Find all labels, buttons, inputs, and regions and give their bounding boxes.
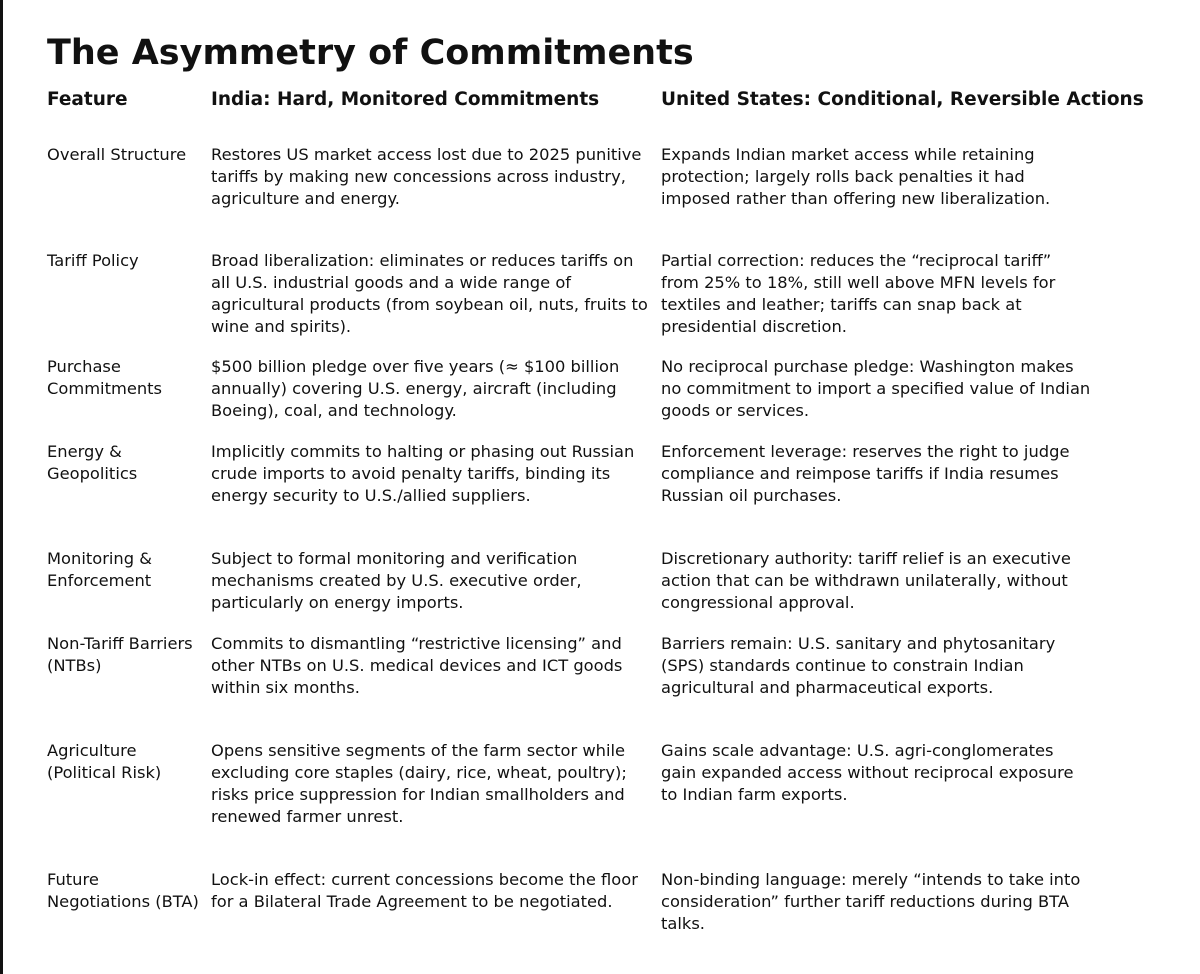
feature-cell: Monitoring & Enforcement bbox=[47, 549, 152, 590]
feature-cell: Energy & Geopolitics bbox=[47, 442, 138, 483]
column-header-us: United States: Conditional, Reversible Actions bbox=[661, 89, 1144, 110]
table-header-row bbox=[47, 88, 1197, 144]
india-cell: Implicitly commits to halting or phasing out Russian crude imports to avoid penalty tariffs, binding its energy security to U.S./allied suppliers. bbox=[211, 442, 635, 505]
us-cell: Expands Indian market access while retaining protection; largely rolls back penalties it had imposed rather than offering new liberalization. bbox=[661, 145, 1051, 208]
column-header-india: India: Hard, Monitored Commitments bbox=[211, 89, 600, 110]
table-row-non-tariff-barriers bbox=[47, 633, 1197, 740]
india-cell: $500 billion pledge over five years (≈ $100 billion annually) covering U.S. energy, aircraft (including Boeing), coal, and technology. bbox=[211, 357, 620, 420]
table-row-monitoring-enforcement bbox=[47, 548, 1197, 633]
feature-cell: Future Negotiations (BTA) bbox=[47, 870, 199, 911]
feature-cell: Overall Structure bbox=[47, 145, 187, 164]
us-cell: Non-binding language: merely “intends to take into consideration” further tariff reductions during BTA talks. bbox=[661, 870, 1081, 933]
india-cell: Broad liberalization: eliminates or reduces tariffs on all U.S. industrial goods and a wide range of agricultural products (from soybean oil, nuts, fruits to wine and spirits). bbox=[211, 251, 648, 336]
feature-cell: Purchase Commitments bbox=[47, 357, 163, 398]
india-cell: Commits to dismantling “restrictive licensing” and other NTBs on U.S. medical devices and ICT goods within six months. bbox=[211, 634, 623, 697]
table-row-overall-structure bbox=[47, 144, 1197, 250]
india-cell: Subject to formal monitoring and verification mechanisms created by U.S. executive order, particularly on energy imports. bbox=[211, 549, 582, 612]
feature-cell: Tariff Policy bbox=[47, 251, 139, 270]
feature-cell: Non-Tariff Barriers (NTBs) bbox=[47, 634, 193, 675]
table-row-agriculture bbox=[47, 740, 1197, 869]
left-edge-border bbox=[0, 0, 3, 974]
india-cell: Opens sensitive segments of the farm sector while excluding core staples (dairy, rice, wheat, poultry); risks price suppression for Indian smallholders and renewed farmer unrest. bbox=[211, 741, 627, 826]
table-row-purchase-commitments bbox=[47, 356, 1197, 441]
table-row-energy-geopolitics bbox=[47, 441, 1197, 548]
table-row-tariff-policy bbox=[47, 250, 1197, 356]
table-row-future-negotiations bbox=[47, 869, 1197, 949]
us-cell: Discretionary authority: tariff relief is an executive action that can be withdrawn unilaterally, without congressional approval. bbox=[661, 549, 1071, 612]
comparison-table bbox=[47, 88, 1197, 949]
us-cell: No reciprocal purchase pledge: Washington makes no commitment to import a specified value of Indian goods or services. bbox=[661, 357, 1091, 420]
page-title: The Asymmetry of Commitments bbox=[47, 33, 694, 73]
us-cell: Partial correction: reduces the “reciprocal tariff” from 25% to 18%, still well above MFN levels for textiles and leather; tariffs can snap back at presidential discretion. bbox=[661, 251, 1056, 336]
us-cell: Gains scale advantage: U.S. agri-conglomerates gain expanded access without reciprocal exposure to Indian farm exports. bbox=[661, 741, 1074, 804]
india-cell: Lock-in effect: current concessions become the floor for a Bilateral Trade Agreement to be negotiated. bbox=[211, 870, 638, 911]
column-header-feature: Feature bbox=[47, 89, 128, 110]
feature-cell: Agriculture (Political Risk) bbox=[47, 741, 162, 782]
us-cell: Barriers remain: U.S. sanitary and phytosanitary (SPS) standards continue to constrain Indian agricultural and pharmaceutical exports. bbox=[661, 634, 1056, 697]
india-cell: Restores US market access lost due to 2025 punitive tariffs by making new concessions across industry, agriculture and energy. bbox=[211, 145, 642, 208]
us-cell: Enforcement leverage: reserves the right to judge compliance and reimpose tariffs if India resumes Russian oil purchases. bbox=[661, 442, 1070, 505]
